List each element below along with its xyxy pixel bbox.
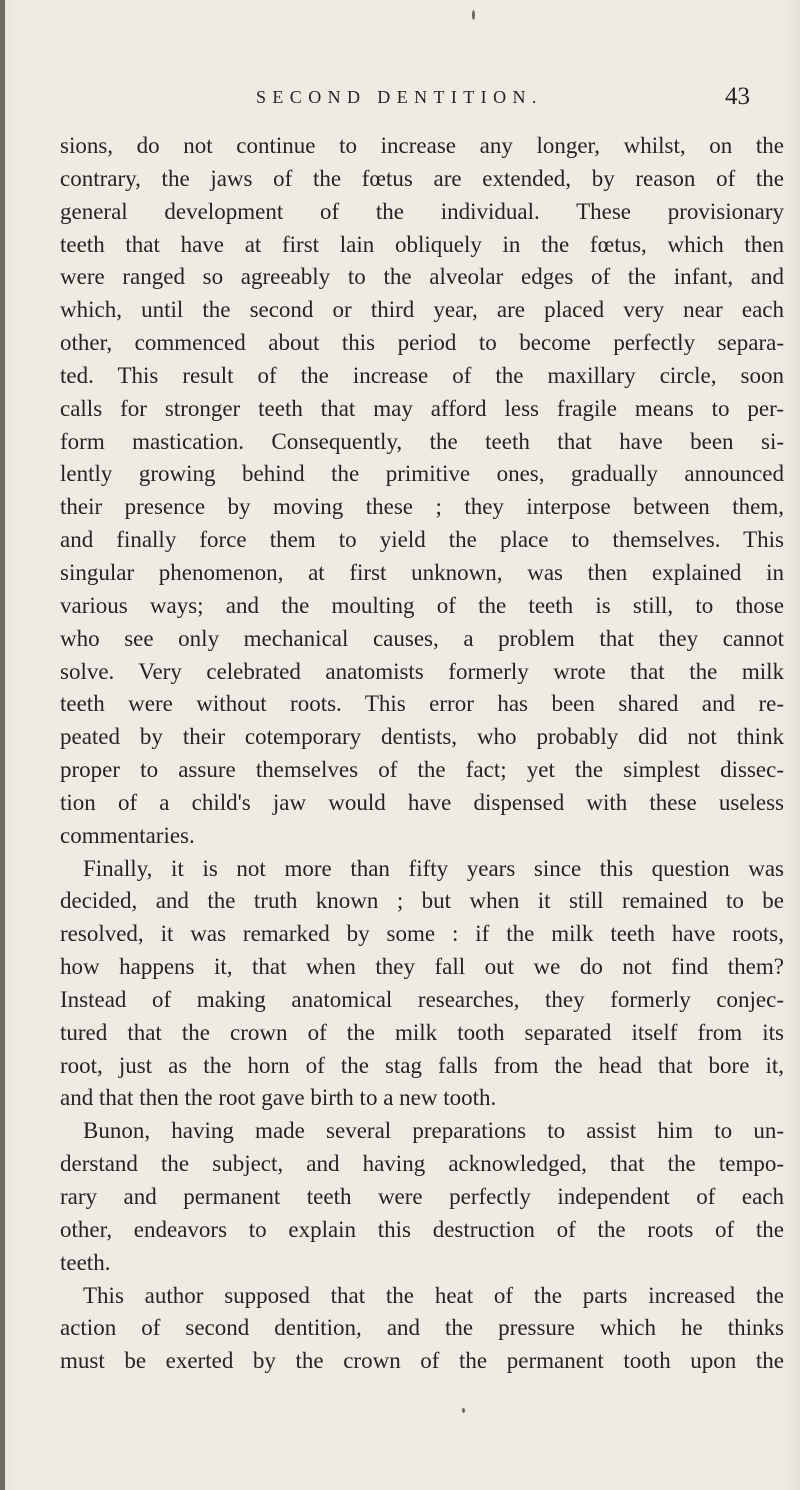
text-line: ted. This result of the increase of the maxillary circle, soon — [60, 362, 784, 388]
text-line: general development of the individual. These provisionary — [60, 198, 784, 224]
text-line: Instead of making anatomical researches, they formerly conjec- — [60, 986, 784, 1012]
paragraph-start-line: Bunon, having made several preparations to assist him to un- — [83, 1118, 784, 1144]
paragraph-end-line: and that then the root gave birth to a new tooth. — [60, 1085, 497, 1111]
text-line: lently growing behind the primitive ones, gradually announced — [60, 461, 784, 487]
text-line: which, until the second or third year, are placed very near each — [60, 297, 784, 323]
text-line: their presence by moving these ; they interpose between them, — [60, 494, 784, 520]
text-line: various ways; and the moulting of the teeth is still, to those — [60, 592, 784, 618]
text-line: must be exerted by the crown of the permanent tooth upon the — [60, 1348, 784, 1374]
ink-speck — [462, 1408, 465, 1413]
text-line: teeth were without roots. This error has been shared and re- — [60, 691, 784, 717]
ink-speck — [472, 10, 475, 20]
text-line: contrary, the jaws of the fœtus are extended, by reason of the — [60, 165, 784, 191]
text-line: derstand the subject, and having acknowledged, that the tempo- — [60, 1151, 784, 1177]
text-line: calls for stronger teeth that may afford less fragile means to per- — [60, 395, 784, 421]
text-line: resolved, it was remarked by some : if the milk teeth have roots, — [60, 921, 784, 947]
running-head: SECOND DENTITION. — [256, 87, 543, 107]
text-line: form mastication. Consequently, the teeth that have been si- — [60, 428, 784, 454]
text-line: other, commenced about this period to become perfectly separa- — [60, 330, 784, 356]
text-line: tion of a child's jaw would have dispensed with these useless — [60, 789, 784, 815]
body-text — [60, 130, 784, 1378]
page-number: 43 — [725, 83, 750, 110]
text-line: solve. Very celebrated anatomists formerly wrote that the milk — [60, 658, 784, 684]
page-header — [0, 82, 800, 112]
paragraph-end-line: teeth. — [60, 1249, 111, 1275]
text-line: rary and permanent teeth were perfectly independent of each — [60, 1184, 784, 1209]
text-line: decided, and the truth known ; but when it still remained to be — [60, 888, 784, 914]
paragraph-start-line: Finally, it is not more than fifty years since this question was — [83, 855, 784, 881]
text-line: root, just as the horn of the stag falls from the head that bore it, — [60, 1052, 784, 1078]
paragraph-start-line: This author supposed that the heat of the parts increased the — [83, 1282, 784, 1308]
text-line: how happens it, that when they fall out we do not find them? — [60, 954, 784, 980]
text-line: who see only mechanical causes, a problem that they cannot — [60, 625, 784, 651]
text-line: and finally force them to yield the place to themselves. This — [60, 527, 784, 553]
text-line: tured that the crown of the milk tooth separated itself from its — [60, 1019, 784, 1045]
page-gutter-shadow — [0, 0, 5, 1490]
text-line: proper to assure themselves of the fact; yet the simplest dissec- — [60, 757, 784, 783]
text-line: action of second dentition, and the pressure which he thinks — [60, 1315, 784, 1341]
text-line: sions, do not continue to increase any longer, whilst, on the — [60, 133, 784, 158]
text-line: other, endeavors to explain this destruction of the roots of the — [60, 1216, 784, 1242]
text-line: were ranged so agreeably to the alveolar edges of the infant, and — [60, 264, 784, 290]
text-line: peated by their cotemporary dentists, who probably did not think — [60, 724, 784, 750]
paragraph-end-line: commentaries. — [60, 822, 195, 848]
text-line: singular phenomenon, at first unknown, was then explained in — [60, 559, 784, 585]
text-line: teeth that have at first lain obliquely in the fœtus, which then — [60, 231, 784, 257]
